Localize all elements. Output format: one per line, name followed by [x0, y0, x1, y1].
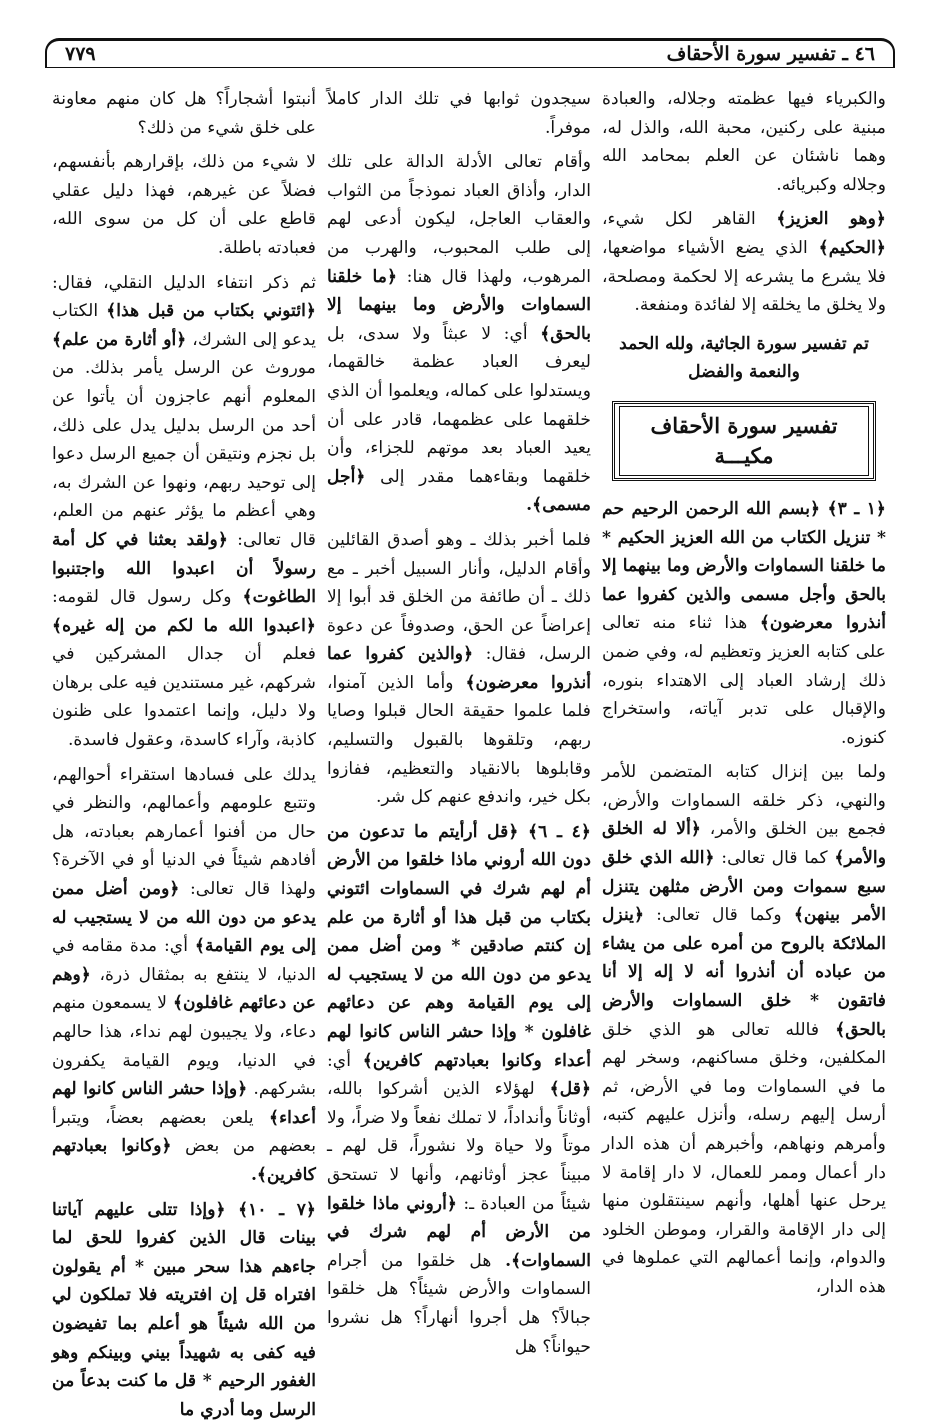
paragraph: ولما بين إنزال كتابه المتضمن للأمر والنهي، ذكر خلقه السماوات والأرض، فجمع بين الخلق والأمر، ﴿ألا له الخلق والأمر﴾ كما قال تعالى: ﴿الله الذي خلق سبع سموات ومن الأرض مثلهن يتنزل الأمر بينهن﴾ وكما قال تعالى: ﴿ينزل الملائكة بالروح من أمره على من يشاء من عباده أن أنذروا أنه لا إله إلا أنا فاتقون * خلق السماوات والأرض بالحق﴾ فالله تعالى هو الذي خلق المكلفين، وخلق مساكنهم، وسخر لهم ما في السماوات وما في الأرض، ثم أرسل إليهم رسله، وأنزل عليهم كتبه، وأمرهم ونهاهم، وأخبرهم أن هذه الدار دار أعمال وممر للعمال، لا دار إقامة لا يرحل عنها أهلها، وأنهم سينتقلون منها إلى دار الإقامة والقرار، وموطن الخلود والدوام، وإنما أعمالهم التي عملوها في هذه الدار، [602, 762, 886, 1297]
verse-quote: ﴿وإذا حشر الناس كانوا لهم أعداء﴾ [52, 1079, 317, 1128]
running-title: ٤٦ ـ تفسير سورة الأحقاف [666, 43, 875, 65]
verse-quote: ﴿الحكيم﴾ [818, 237, 886, 258]
verse-quote: ﴿ومن أضل ممن يدعو من دون الله من لا يستجيب له إلى يوم القيامة﴾ [52, 879, 317, 957]
verse-quote: ﴿أو أثارة من علم﴾ [52, 329, 187, 350]
paragraph: سيجدون ثوابها في تلك الدار كاملاً موفراً. [327, 89, 591, 138]
surah-title: تفسير سورة الأحقاف [650, 412, 838, 438]
verse-quote: ﴿١ ـ ٣﴾ ﴿بسم الله الرحمن الرحيم حم * تنزيل الكتاب من الله العزيز الحكيم * ما خلقنا السماوات والأرض وما بينهما إلا بالحق وأجل مسمى والذين كفروا عما أنذروا معرضون﴾ [602, 498, 886, 634]
verse-quote: ﴿ما خلقنا السماوات والأرض وما بينهما إلا بالحق﴾ [327, 266, 591, 344]
page-header [45, 38, 895, 68]
paragraph: والكبرياء فيها عظمته وجلاله، والعبادة مبنية على ركنين، محبة الله، والذل له، وهما ناشئان عن العلم بمحامد الله وجلاله وكبريائه. [602, 89, 886, 195]
paragraph: ﴿١ ـ ٣﴾ ﴿بسم الله الرحمن الرحيم حم * تنزيل الكتاب من الله العزيز الحكيم * ما خلقنا السماوات والأرض وما بينهما إلا بالحق وأجل مسمى والذين كفروا عما أنذروا معرضون﴾ هذا ثناء منه تعالى على كتابه العزيز وتعظيم له، وفي ضمن ذلك إرشاد العباد إلى الاهتداء بنوره، والإقبال على تدبر آياته، واستخراج كنوزه. [602, 498, 886, 748]
middle-column [327, 85, 592, 1357]
verse-quote: ﴿ينزل الملائكة بالروح من أمره على من يشاء من عباده أن أنذروا أنه لا إله إلا أنا فاتقون * خلق السماوات والأرض بالحق﴾ [602, 905, 886, 1040]
paragraph: ﴿٤ ـ ٦﴾ ﴿قل أرأيتم ما تدعون من دون الله أروني ماذا خلقوا من الأرض أم لهم شرك في السماوات ائتوني بكتاب من قبل هذا أو أثارة من علم إن كنتم صادقين * ومن أضل ممن يدعو من دون الله من لا يستجيب له إلى يوم القيامة وهم عن دعائهم غافلون * وإذا حشر الناس كانوا لهم أعداء وكانوا بعبادتهم كافرين﴾ أي: ﴿قل﴾ لهؤلاء الذين أشركوا بالله، أوثاناً وأنداداً، لا تملك نفعاً ولا ضراً، ولا موتاً ولا حياة ولا نشوراً، قل لهم ـ مبيناً عجز أوثانهم، وأنها لا تستحق شيئاً من العبادة ـ: ﴿أروني ماذا خلقوا من الأرض أم لهم شرك في السماوات﴾. هل خلقوا من أجرام السماوات والأرض شيئاً؟ هل خلقوا جبالاً؟ هل أجروا أنهاراً؟ هل نشروا حيواناً؟ هل [327, 821, 592, 1357]
left-column [52, 85, 317, 1420]
paragraph: أنبتوا أشجاراً؟ هل كان منهم معاونة على خلق شيء من ذلك؟ [52, 89, 316, 138]
surah-type: مكيـــة [714, 442, 774, 468]
verse-quote: ﴿قل﴾ [549, 1079, 592, 1100]
surah-title-box [612, 401, 876, 481]
paragraph [52, 1196, 316, 1424]
verse-quote: ﴿الله الذي خلق سبع سموات ومن الأرض مثلهن يتنزل الأمر بينهن﴾ [602, 848, 886, 926]
verse-quote: ﴿وهم عن دعائهم غافلون﴾ [52, 964, 316, 1014]
verse-quote: ﴿وهو العزيز﴾ [776, 209, 886, 230]
page-number: ٧٧٩ [65, 43, 96, 65]
paragraph: فلما أخبر بذلك ـ وهو أصدق القائلين وأقام الدليل، وأنار السبيل أخبر ـ مع ذلك ـ أن طائفة من الخلق قد أبوا إلا إعراضاً عن الحق، وصدوفاً عن دعوة الرسل، فقال: ﴿والذين كفروا عما أنذروا معرضون﴾ وأما الذين آمنوا، فلما علموا حقيقة الحال قبلوا وصايا ربهم، وتلقوها بالقبول والتسليم، وقابلوها بالانقياد والتعظيم، ففازوا بكل خير، واندفع عنهم كل شر. [327, 529, 592, 808]
verse-quote: ﴿اعبدوا الله ما لكم من إله غيره﴾ [52, 615, 316, 636]
verse-quote: ﴿وكانوا بعبادتهم كافرين﴾. [52, 1136, 316, 1185]
verse-quote: ﴿ألا له الخلق والأمر﴾ [602, 819, 886, 869]
verse-quote: ﴿ائتوني بكتاب من قبل هذا﴾ [106, 301, 317, 322]
right-column [602, 85, 886, 1350]
verse-quote: ﴿أجل مسمى﴾. [327, 466, 591, 516]
paragraph: يدلك على فسادها استقراء أحوالهم، وتتبع علومهم وأعمالهم، والنظر في حال من أفنوا أعمارهم بعبادته، هل أفادهم شيئاً في الدنيا أو في الآخرة؟ ولهذا قال تعالى: ﴿ومن أضل ممن يدعو من دون الله من لا يستجيب له إلى يوم القيامة﴾ أي: مدة مقامه في الدنيا، لا ينتفع به بمثقال ذرة، ﴿وهم عن دعائهم غافلون﴾ لا يسمعون منهم دعاء، ولا يجيبون لهم نداء، هذا حالهم في الدنيا، ويوم القيامة يكفرون بشركهم. ﴿وإذا حشر الناس كانوا لهم أعداء﴾ يلعن بعضهم بعضاً، ويتبرأ بعضهم من بعض ﴿وكانوا بعبادتهم كافرين﴾. [52, 764, 317, 1185]
paragraph: وأقام تعالى الأدلة الدالة على تلك الدار، وأذاق العباد نموذجاً من الثواب والعقاب العاجل، ليكون أدعى لهم إلى طلب المحبوب، والهرب من المرهوب، ولهذا قال هنا: ﴿ما خلقنا السماوات والأرض وما بينهما إلا بالحق﴾ أي: لا عبثاً ولا سدى، بل ليعرف العباد عظمة خالقهما، ويستدلوا على كماله، ويعلموا أن الذي خلقهما على عظمهما، قادر على أن يعيد العباد بعد موتهم للجزاء، وأن خلقهما وبقاءهما مقدر إلى ﴿أجل مسمى﴾. [327, 152, 591, 516]
verse-quote: ﴿والذين كفروا عما أنذروا معرضون﴾ [327, 644, 592, 693]
verse-quote: ﴿٤ ـ ٦﴾ ﴿قل أرأيتم ما تدعون من دون الله أروني ماذا خلقوا من الأرض أم لهم شرك في السماوات ائتوني بكتاب من قبل هذا أو أثارة من علم إن كنتم صادقين * ومن أضل ممن يدعو من دون الله من لا يستجيب له إلى يوم القيامة وهم عن دعائهم غافلون * وإذا حشر الناس كانوا لهم أعداء وكانوا بعبادتهم كافرين﴾ [327, 821, 591, 1071]
surah-closing-note: تم تفسير سورة الجاثية، ولله الحمد والنعمة والفضل [619, 333, 869, 383]
paragraph: لا شيء من ذلك، بإقرارهم بأنفسهم، فضلاً عن غيرهم، فهذا دليل عقلي قاطع على أن كل من سوى الله، فعبادته باطلة. [52, 152, 316, 258]
paragraph: ﴿وهو العزيز﴾ القاهر لكل شيء، ﴿الحكيم﴾ الذي يضع الأشياء مواضعها، فلا يشرع ما يشرعه إلا لحكمة ومصلحة، ولا يخلق ما يخلقه إلا لفائدة ومنفعة. [602, 209, 886, 316]
verse-quote: ﴿أروني ماذا خلقوا من الأرض أم لهم شرك في السماوات﴾. [327, 1193, 591, 1271]
verse-quote: ﴿٧ ـ ١٠﴾ ﴿وإذا تتلى عليهم آياتنا بينات قال الذين كفروا للحق لما جاءهم هذا سحر مبين * أم يقولون افتراه قل إن افتريته فلا تملكون لي من الله شيئاً هو أعلم بما تفيضون فيه كفى به شهيداً بيني وبينكم وهو الغفور الرحيم * قل ما كنت بدعاً من الرسل وما أدري ما [52, 1199, 316, 1420]
verse-quote: ﴿ولقد بعثنا في كل أمة رسولاً أن اعبدوا الله واجتنبوا الطاغوت﴾ [52, 529, 316, 608]
paragraph: ثم ذكر انتفاء الدليل النقلي، فقال: ﴿ائتوني بكتاب من قبل هذا﴾ الكتاب يدعو إلى الشرك، ﴿أو أثارة من علم﴾ موروث عن الرسل يأمر بذلك. من المعلوم أنهم عاجزون أن يأتوا عن أحد من الرسل بدليل يدل على ذلك، بل نجزم ونتيقن أن جميع الرسل دعوا إلى توحيد ربهم، ونهوا عن الشرك به، وهي أعظم ما يؤثر عنهم من العلم، قال تعالى: ﴿ولقد بعثنا في كل أمة رسولاً أن اعبدوا الله واجتنبوا الطاغوت﴾ وكل رسول قال لقومه: ﴿اعبدوا الله ما لكم من إله غيره﴾ فعلم أن جدال المشركين في شركهم، غير مستندين فيه على برهان ولا دليل، وإنما اعتمدوا على ظنون كاذبة، وآراء كاسدة، وعقول فاسدة. [52, 272, 317, 751]
